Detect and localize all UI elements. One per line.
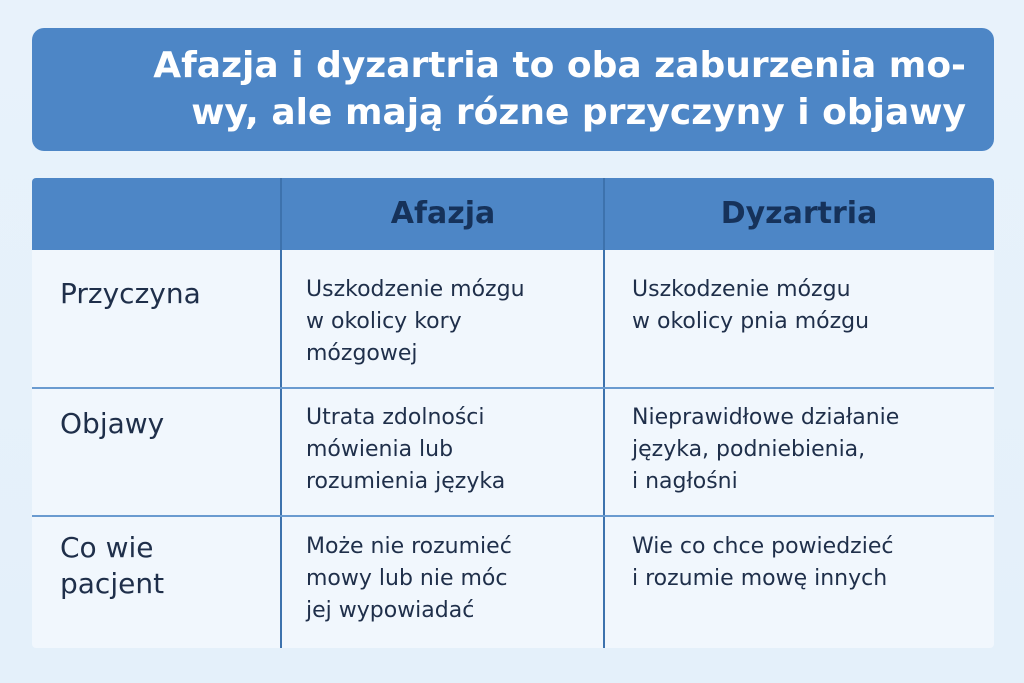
column-divider xyxy=(280,178,282,648)
title-banner xyxy=(32,28,994,151)
cell-afazja-przyczyna: Uszkodzenie mózgu w okolicy kory mózgowej xyxy=(306,277,525,366)
row-label-przyczyna: Przyczyna xyxy=(60,277,201,310)
title-line-1: Afazja i dyzartria to oba zaburzenia mo- xyxy=(153,45,966,86)
column-header-afazja: Afazja xyxy=(390,196,496,231)
cell-afazja-objawy: Utrata zdolności mówienia lub rozumienia języka xyxy=(306,405,506,494)
column-divider xyxy=(603,178,605,648)
comparison-table xyxy=(32,178,994,648)
row-divider xyxy=(32,515,994,517)
cell-afazja-co-wie-pacjent: Może nie rozumieć mowy lub nie móc jej wypowiadać xyxy=(306,534,512,623)
cell-dyzartria-co-wie-pacjent: Wie co chce powiedzieć i rozumie mowę innych xyxy=(632,534,894,591)
column-header-dyzartria: Dyzartria xyxy=(720,196,878,231)
row-label-co-wie-pacjent: Co wie pacjent xyxy=(60,531,165,600)
title-line-2: wy, ale mają rózne przyczyny i objawy xyxy=(191,92,966,133)
cell-dyzartria-przyczyna: Uszkodzenie mózgu w okolicy pnia mózgu xyxy=(632,277,870,334)
table-header-row xyxy=(32,178,994,250)
row-label-objawy: Objawy xyxy=(60,407,165,440)
cell-dyzartria-objawy: Nieprawidłowe działanie języka, podniebienia, i nagłośni xyxy=(632,405,900,494)
row-divider xyxy=(32,387,994,389)
